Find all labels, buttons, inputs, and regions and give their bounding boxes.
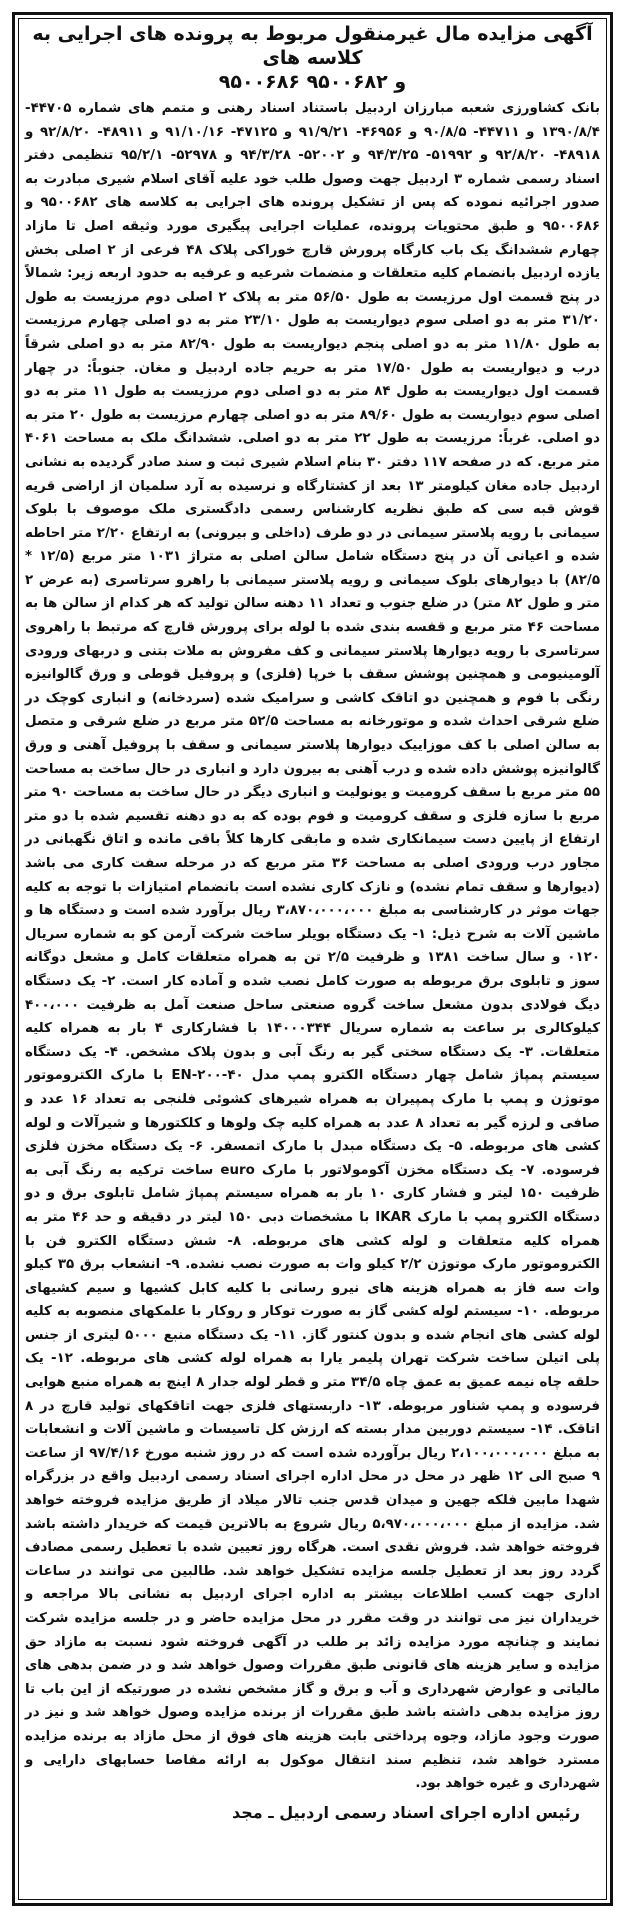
auction-notice — [12, 12, 613, 1906]
notice-title: آگهی مزایده مال غیرمنقول مربوط به پرونده های اجرایی به کلاسه های — [32, 23, 593, 69]
notice-body: بانک کشاورزی شعبه مبارزان اردبیل باستناد اسناد رهنی و متمم های شماره ۴۴۷۰۵- ۱۳۹۰/۸/۴ و ۴۴۷۱۱- ۹۰/۸/۵ و ۴۶۹۵۶- ۹۱/۹/۲۱ و ۴۷۱۲۵- ۹۱/۱۰/۱۶ و ۴۸۹۱۱- ۹۲/۸/۲۰ و ۴۸۹۱۸- ۹۲/۸/۲۰ و ۵۱۹۹۲- ۹۴/۳/۲۵ و ۵۲۰۰۲- ۹۴/۳/۲۸ و ۵۲۹۷۸- ۹۵/۲/۱ تنظیمی دفتر اسناد رسمی شماره ۳ اردبیل جهت وصول طلب خود علیه آقای اسلام شیری مبادرت به صدور اجرائیه نموده که پس از تشکیل پرونده های اجرایی به کلاسه های ۹۵۰۰۶۸۲ و ۹۵۰۰۶۸۶ و طبق محتویات پرونده، عملیات اجرایی پیگیری مورد وثیقه اصل تا مازاد چهارم ششدانگ یک باب کارگاه پرورش قارچ خوراکی پلاک ۴۸ فرعی از ۲ اصلی بخش یازده اردبیل بانضمام کلیه متعلقات و منضمات شرعیه و عرفیه به حدود اربعه زیر: شمالاً در پنج قسمت اول مرزیست به طول ۵۶/۵۰ متر به پلاک ۲ اصلی دوم مرزیست به طول ۳۱/۲۰ متر به دو اصلی سوم دیواریست به طول ۲۳/۱۰ متر به دو اصلی چهارم مرزیست به طول ۱۱/۸۰ متر به دو اصلی پنجم دیواریست به طول ۸۲/۹۰ متر به دو اصلی شرقاً درب و دیواریست به طول ۱۷/۵۰ متر به حریم جاده اردبیل و مغان. جنوباً: در چهار قسمت اول دیواریست به طول ۸۴ متر به دو اصلی دوم مرزیست به طول ۱۱ متر به دو اصلی سوم دیواریست به طول ۸۹/۶۰ متر به دو اصلی چهارم مرزیست به طول ۲۰ متر به دو اصلی. غرباً: مرزیست به طول ۲۲ متر به دو اصلی. ششدانگ ملک به مساحت ۴۰۶۱ متر مربع. که در صفحه ۱۱۷ دفتر ۳۰ بنام اسلام شیری ثبت و سند صادر گردیده به نشانی اردبیل جاده مغان کیلومتر ۱۳ بعد از کشتارگاه و نرسیده به آرد سلمیان از اراضی قریه قوش قبه سی که طبق نظریه کارشناس رسمی دادگستری ملک موصوف با بلوک سیمانی با رویه پلاستر سیمانی در دو طرف (داخلی و بیرونی) به ارتفاع ۲/۲۰ متر احاطه شده و اعیانی آن در پنج دستگاه شامل سالن اصلی به متراژ ۱۰۳۱ متر مربع (۱۲/۵ * ۸۲/۵) با دیوارهای بلوک سیمانی و رویه پلاستر سیمانی با راهرو سرتاسری (به عرض ۲ متر و طول ۸۲ متر) در ضلع جنوب و تعداد ۱۱ دهنه سالن تولید که هر کدام از سالن ها به مساحت ۴۶ متر مربع و قفسه بندی شده با لوله برای پرورش قارچ که مرتبط با راهروی سرتاسری با رویه دیوارها پلاستر سیمانی و کف مفروش به ملات بتنی و دربهای ورودی آلومینیومی و همچنین پوشش سقف با خرپا (فلزی) و پروفیل قوطی و ورق گالوانیزه رنگی با فوم و همچنین دو اتاقک کاشی و سرامیک شده (سردخانه) و انباری کوچک در ضلع شرقی احداث شده و موتورخانه به مساحت ۵۲/۵ متر مربع در ضلع شرقی و متصل به سالن اصلی با کف موزاییک دیوارها پلاستر سیمانی و سقف با پروفیل آهنی و ورق گالوانیزه پوشش داده شده و درب آهنی به بیرون دارد و انباری در حال ساخت به مساحت ۵۵ متر مربع با سقف کرومیت و یونولیت و انباری دیگر در حال ساخت به مساحت ۹۰ متر مربع با سازه فلزی و سقف کرومیت و فوم بوده که به دو دهنه تقسیم شده با دو متر ارتفاع از پایین دست سیمانکاری شده و مابقی کارها کلاً باقی مانده و اتاق نگهبانی در مجاور درب ورودی اصلی به مساحت ۳۶ متر مربع که در مرحله سفت کاری می باشد (دیوارها و سقف تمام نشده) و نازک کاری نشده است بانضمام امتیازات با توجه به کلیه جهات موثر در کارشناسی به مبلغ ۳،۸۷۰،۰۰۰،۰۰۰ ریال برآورد شده است و دستگاه ها و ماشین آلات به شرح ذیل: ۱- یک دستگاه بویلر ساخت شرکت آرمن کو به شماره سریال ۰۱۲۰ و سال ساخت ۱۳۸۱ و ظرفیت ۲/۵ تن به همراه متعلقات کامل و مشعل دوگانه سوز و تابلوی برق مربوطه به صورت کامل نصب شده و آماده کار است. ۲- یک دستگاه دیگ فولادی بدون مشعل ساخت گروه صنعتی ساحل صنعت آمل به ظرفیت ۴۰۰،۰۰۰ کیلوکالری بر ساعت به شماره سریال ۱۴۰۰۰۳۴۴ با فشارکاری ۴ بار به همراه کلیه متعلقات. ۳- یک دستگاه سختی گیر به رنگ آبی و بدون پلاک مشخص. ۴- یک دستگاه سیستم پمپاژ شامل چهار دستگاه الکترو پمپ مدل EN-۲۰۰-۴۰ با مارک الکتروموتور موتوژن و پمپ با مارک پمپیران به همراه شیرهای کشوئی فلنجی به تعداد ۱۶ عدد و صافی و لرزه گیر به تعداد ۸ عدد به همراه کلیه چک ولوها و کلکتورها و شیرآلات و لوله کشی های مربوطه. ۵- یک دستگاه مبدل با مارک اتمسفر. ۶- یک دستگاه مخزن فلزی فرسوده. ۷- یک دستگاه مخزن آکومولاتور با مارک euro ساخت ترکیه به رنگ آبی به ظرفیت ۱۵۰ لیتر و فشار کاری ۱۰ بار به همراه سیستم پمپاژ شامل تابلوی برق و دو دستگاه الکترو پمپ با مارک IKAR با مشخصات دبی ۱۵۰ لیتر در دقیقه و حد ۴۶ متر به همراه کلیه متعلقات و لوله کشی های مربوطه. ۸- شش دستگاه الکترو فن با الکتروموتور مارک موتوژن ۲/۲ کیلو وات به صورت نصب نشده. ۹- انشعاب برق ۳۵ کیلو وات سه فاز به همراه هزینه های نیرو رسانی با کلیه کابل کشیها و سیم کشیهای مربوطه. ۱۰- سیستم لوله کشی گاز به صورت توکار و روکار با علمکهای منصوبه به کلیه لوله کشی های انجام شده و بدون کنتور گاز. ۱۱- یک دستگاه منبع ۵۰۰۰ لیتری از جنس پلی اتیلن ساخت شرکت تهران پلیمر یارا به همراه لوله کشی های مربوطه. ۱۲- یک حلقه چاه نیمه عمیق به عمق چاه ۳۴/۵ متر و قطر لوله جدار ۸ اینچ به همراه منبع هوایی فرسوده و پمپ شناور مربوطه. ۱۳- داربستهای فلزی جهت اتاقکهای تولید قارچ در ۸ اتاقک. ۱۴- سیستم دوربین مدار بسته که ارزش کل تاسیسات و ماشین آلات و انشعابات به مبلغ ۲،۱۰۰،۰۰۰،۰۰۰ ریال برآورده شده است که در روز شنبه مورخ ۹۷/۴/۱۶ از ساعت ۹ صبح الی ۱۲ ظهر در محل در محل اداره اجرای اسناد رسمی اردبیل واقع در بزرگراه شهدا مابین فلکه جهین و میدان قدس جنب تالار میلاد از طریق مزایده فروخته خواهد شد. مزایده از مبلغ ۵،۹۷۰،۰۰۰،۰۰۰ ریال شروع به بالاترین قیمت که خریدار داشته باشد فروخته خواهد شد. فروش نقدی است. هرگاه روز تعیین شده با تعطیل رسمی مصادف گردد روز بعد از تعطیل جلسه مزایده تشکیل خواهد شد. طالبین می توانند در ساعات اداری جهت کسب اطلاعات بیشتر به اداره اجرای اردبیل به نشانی بالا مراجعه و خریداران نیز می توانند در وقت مقرر در محل مزایده حاضر و در جلسه مزایده شرکت نمایند و چنانچه مورد مزایده زائد بر طلب در آگهی فروخته شود نسبت به مازاد حق مزایده و سایر هزینه های قانونی طبق مقررات وصول خواهد شد و در ضمن بدهی های مالیاتی و عوارض شهرداری و آب و برق و گاز مشخص نشده در صورتیکه از این باب تا روز مزایده بدهی داشته باشد طبق مقررات از برنده مزایده وصول خواهد شد و نیز در صورت وجود مازاد، وجوه پرداختی بابت هزینه های فوق از محل مازاد به برنده مزایده مسترد خواهد شد، تنظیم سند انتقال موکول به ارائه مفاصا حسابهای دارایی و شهرداری و غیره خواهد بود. — [25, 101, 601, 1792]
case-numbers: ۹۵۰۰۶۸۶ و ۹۵۰۰۶۸۲ — [218, 71, 407, 93]
signature: رئیس اداره اجرای اسناد رسمی اردبیل ـ مجد — [231, 1802, 580, 1822]
